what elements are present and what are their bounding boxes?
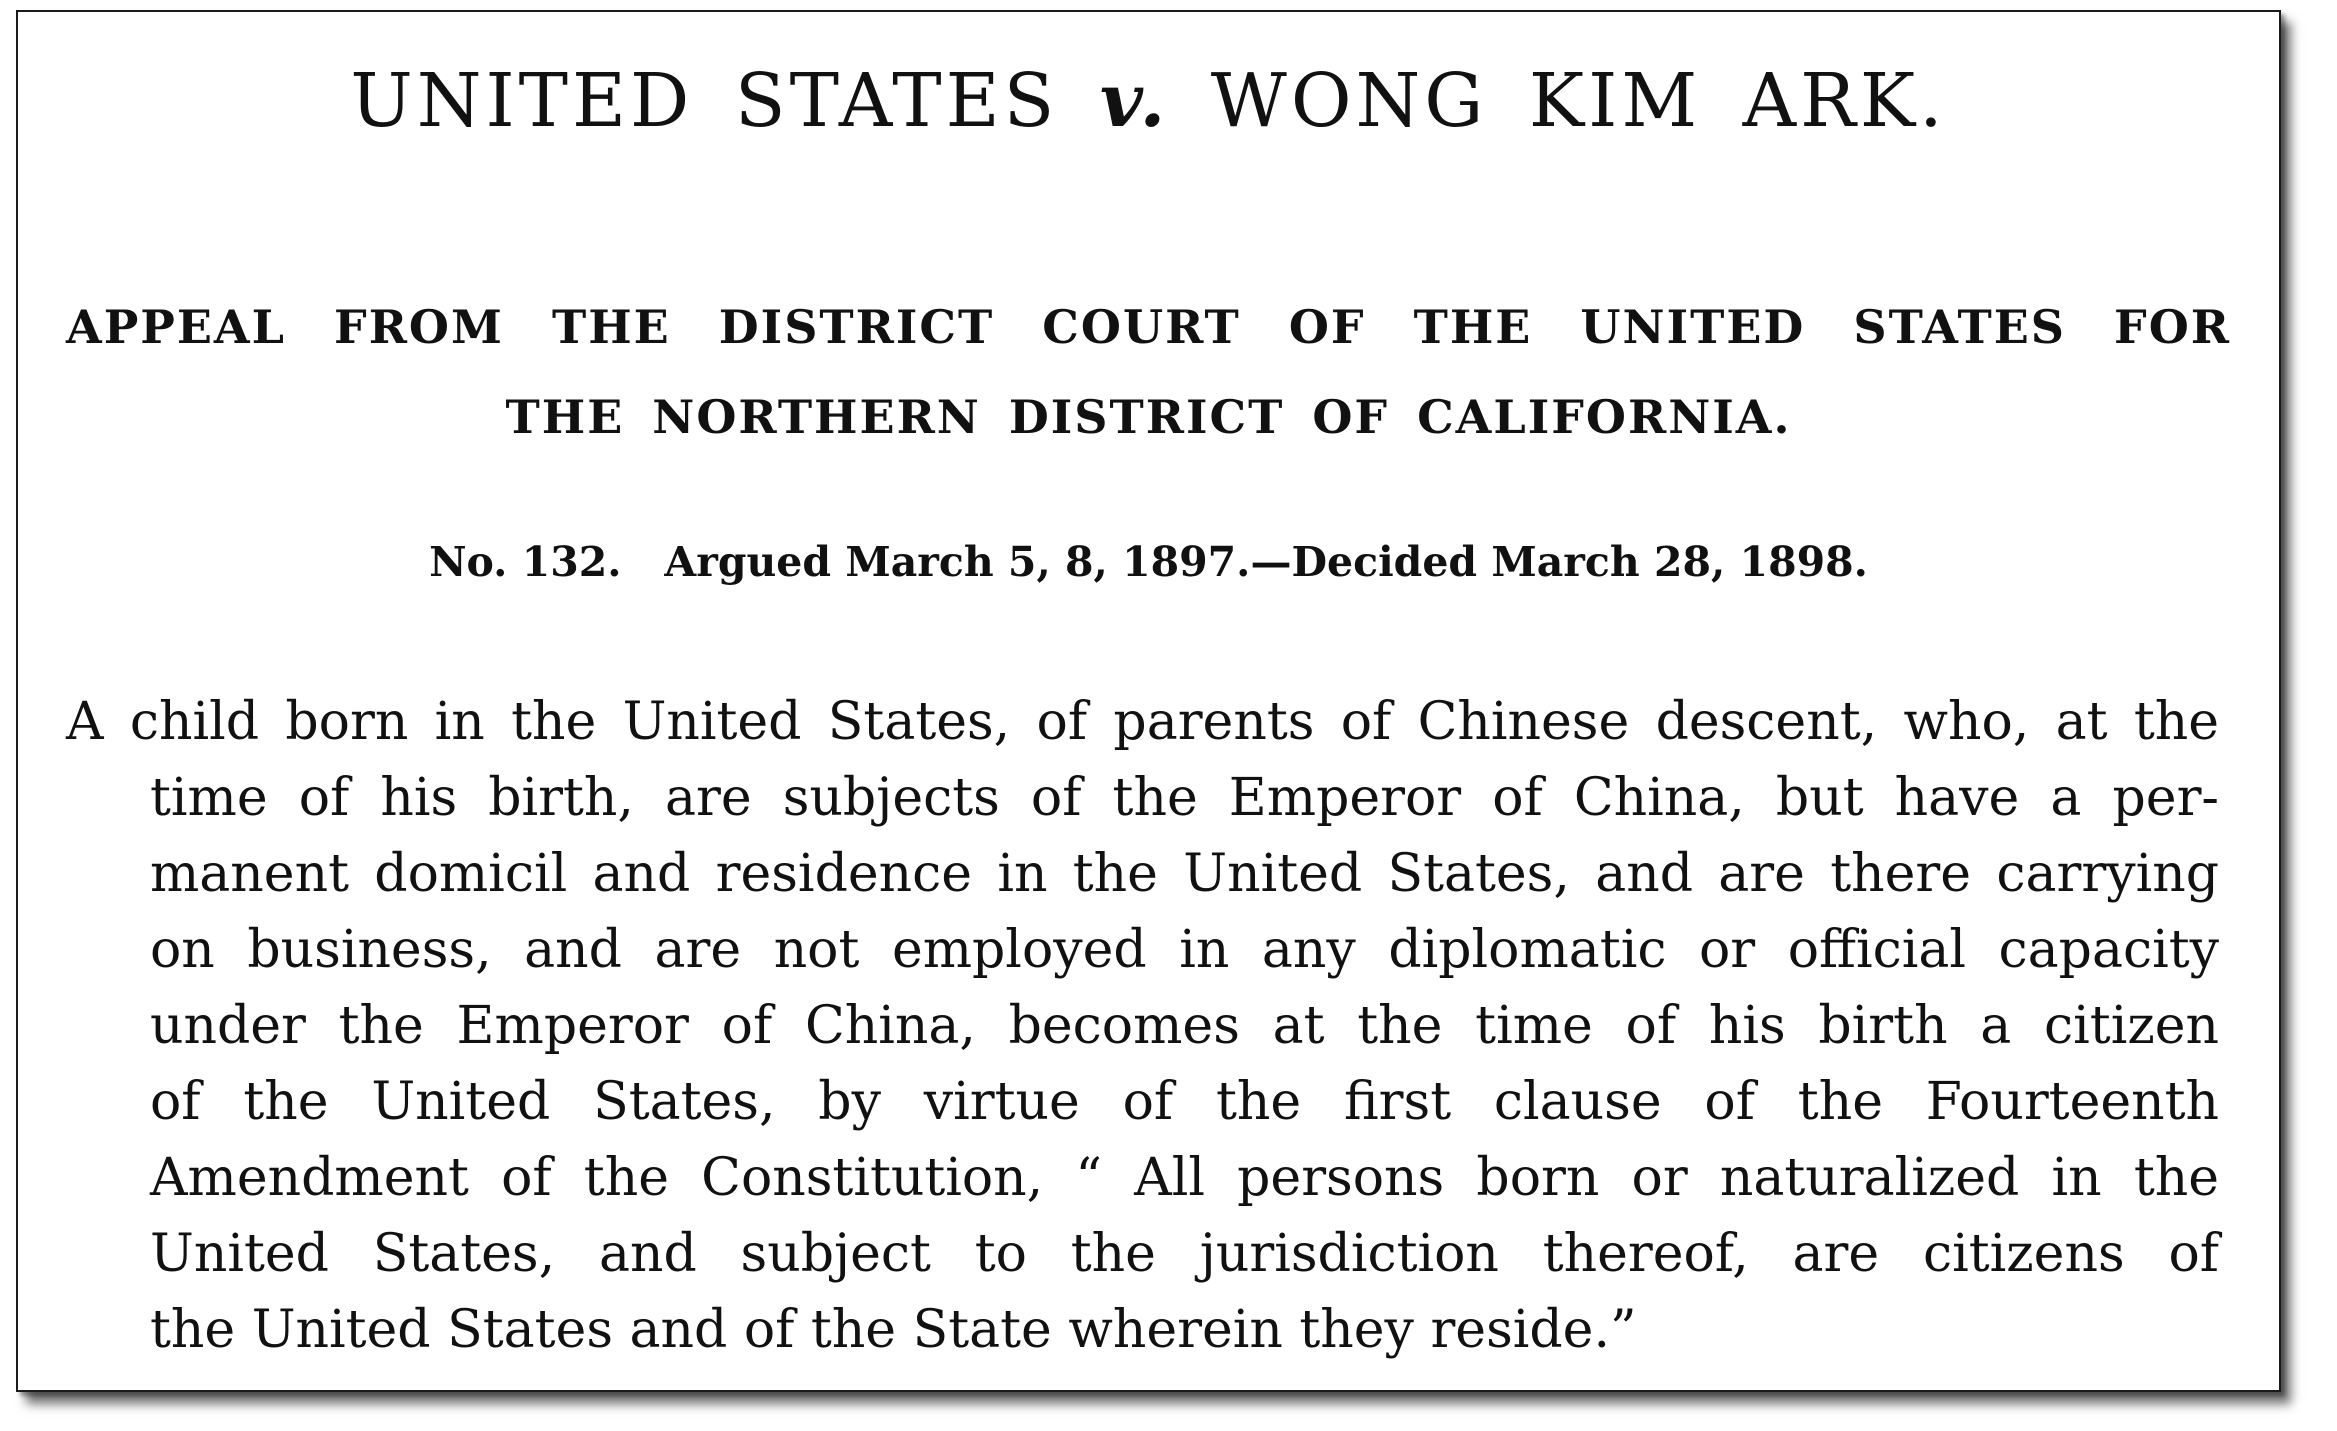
document-page [16,10,2281,1392]
appeal-heading [66,282,2231,462]
holding-paragraph [66,684,2219,1368]
appeal-heading-line-2: THE NORTHERN DISTRICT OF CALIFORNIA. [505,390,1792,444]
holding-line: A child born in the United States, of parents of Chinese descent, who, at the [66,692,2219,752]
holding-line: under the Emperor of China, becomes at the time of his birth a citizen [150,996,2219,1056]
argued-date: Argued March 5, 8, 1897. [664,538,1251,586]
holding-line: manent domicil and residence in the United States, and are there carrying [150,844,2219,904]
holding-line: time of his birth, are subjects of the Emperor of China, but have a per- [150,768,2219,828]
decided-date: —Decided March 28, 1898. [1250,538,1868,586]
docket-number: No. 132. [429,538,622,586]
case-title-party-2: WONG KIM ARK. [1210,58,1947,144]
appeal-heading-line-1: APPEAL FROM THE DISTRICT COURT OF THE UNITED STATES FOR [66,300,2231,354]
docket-line [18,538,2279,586]
holding-line: the United States and of the State wherein they reside.” [150,1300,1637,1360]
case-title-party-1: UNITED STATES [350,58,1059,144]
holding-line: on business, and are not employed in any diplomatic or official capacity [150,920,2219,980]
case-title-versus: v. [1099,58,1170,144]
holding-line: Amendment of the Constitution, “ All persons born or naturalized in the [150,1148,2219,1208]
holding-line: of the United States, by virtue of the first clause of the Fourteenth [150,1072,2219,1132]
case-title [18,58,2279,144]
holding-line: United States, and subject to the jurisdiction thereof, are citizens of [150,1224,2219,1284]
